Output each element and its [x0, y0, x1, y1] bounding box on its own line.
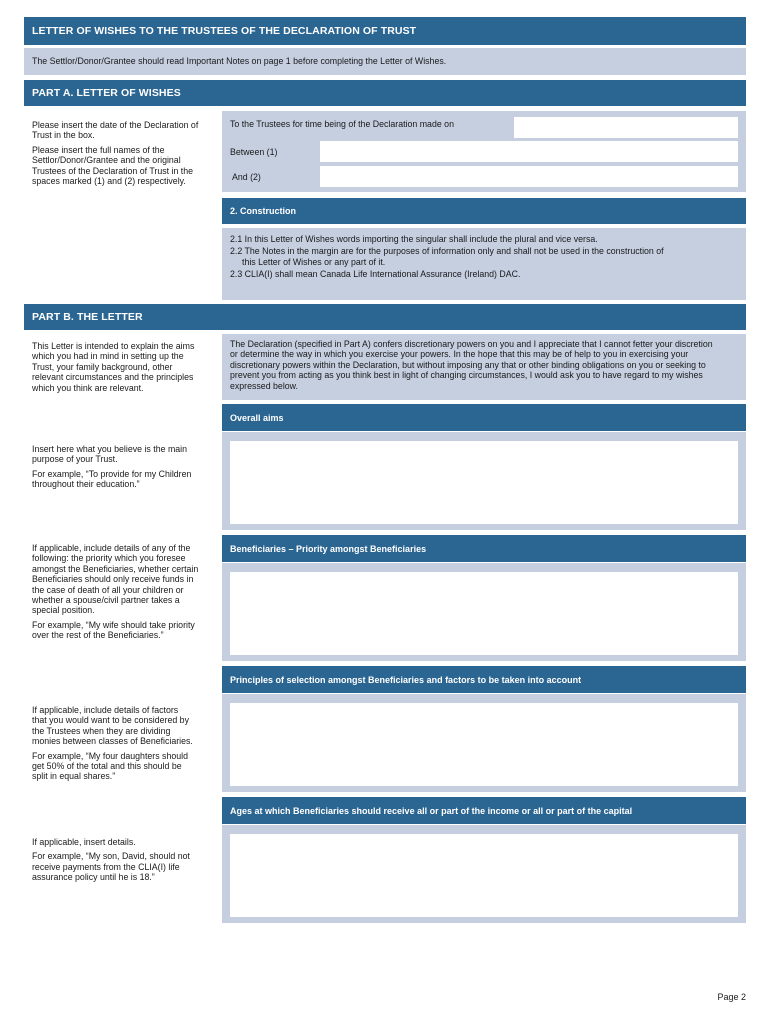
section-header-text: Ages at which Beneficiaries should receive all or part of the income or all or part of the capital [230, 805, 633, 816]
construction-header-text: 2. Construction [230, 206, 297, 216]
part-b-header [24, 304, 746, 330]
margin-note-names: Please insert the full names of the Settlor/Donor/Grantee and the original Trustees of the Declaration of Trust in the spaces marked (1) and (2) respectively. [32, 144, 194, 187]
between-names-field[interactable] [320, 141, 738, 162]
construction-item: 2.2 The Notes in the margin are for the purposes of information only and shall not be used in the construction of this Letter of Wishes or any part of it. [230, 246, 664, 267]
ages-header [222, 797, 746, 824]
ages-field[interactable] [230, 834, 738, 917]
letter-text: The Declaration (specified in Part A) confers discretionary powers on you and I appreciate that I cannot fetter your discretion or determine the way in which you exercise your powers. In the hope that this may be of help to you in exercising your discretionary powers within the Declaration, but without imposing any that or other binding obligations on you or seeking to prevent you from acting as you think best in light of changing circumstances, I would ask you to have regard to my wishes expressed below. [230, 339, 713, 391]
construction-header [222, 198, 746, 224]
beneficiaries-priority-header [222, 535, 746, 562]
ages-panel [222, 825, 746, 923]
page-number: Page 2 [717, 992, 746, 1002]
trustees-label: To the Trustees for time being of the Declaration made on [230, 119, 454, 129]
principles-selection-field[interactable] [230, 703, 738, 786]
beneficiaries-priority-note [32, 543, 204, 645]
section-example: For example, “My four daughters should get 50% of the total and this should be split in equal shares.” [32, 750, 188, 782]
intro-text: The Settlor/Donor/Grantee should read Important Notes on page 1 before completing the Letter of Wishes. [32, 56, 447, 67]
section-example: For example, “My son, David, should not receive payments from the CLIA(I) life assurance policy until he is 18.” [32, 851, 190, 883]
ages-note [32, 837, 197, 887]
part-b-header-text: PART B. THE LETTER [32, 311, 143, 323]
form-title-text: LETTER OF WISHES TO THE TRUSTEES OF THE DECLARATION OF TRUST [32, 25, 417, 37]
part-a-header-text: PART A. LETTER OF WISHES [32, 87, 181, 99]
overall-aims-panel [222, 432, 746, 530]
construction-item: 2.3 CLIA(I) shall mean Canada Life International Assurance (Ireland) DAC. [230, 269, 521, 280]
construction-body [222, 228, 746, 300]
section-note: If applicable, include details of any of the following: the priority which you foresee amongst the Beneficiaries, whether certain Beneficiaries should only receive funds in the case of death of all your children or whether a spouse/civil partner takes a special position. [32, 543, 199, 616]
part-b-margin-intro: This Letter is intended to explain the aims which you had in mind in setting up the Trust, your family background, other relevant circumstances and the principles which you think are relevant. [32, 341, 195, 393]
beneficiaries-priority-field[interactable] [230, 572, 738, 655]
part-a-margin-notes [32, 120, 202, 190]
section-header-text: Beneficiaries – Priority amongst Beneficiaries [230, 543, 427, 554]
principles-selection-note [32, 705, 194, 786]
declaration-date-field[interactable] [514, 117, 738, 138]
beneficiaries-priority-panel [222, 563, 746, 661]
principles-selection-panel [222, 694, 746, 792]
part-a-header [24, 80, 746, 106]
letter-text-panel [222, 334, 746, 400]
principles-selection-header [222, 666, 746, 693]
section-header-text: Principles of selection amongst Beneficiaries and factors to be taken into account [230, 674, 582, 685]
and-names-field[interactable] [320, 166, 738, 187]
form-title [24, 17, 746, 45]
and-label: And (2) [232, 172, 261, 182]
section-note: If applicable, include details of factors that you would want to be considered by the Trustees when they are dividing monies between classes of Beneficiaries. [32, 705, 193, 747]
overall-aims-field[interactable] [230, 441, 738, 524]
section-example: For example, “To provide for my Children throughout their education.” [32, 468, 192, 490]
between-label: Between (1) [230, 147, 278, 157]
section-example: For example, “My wife should take priority over the rest of the Beneficiaries.” [32, 619, 195, 641]
overall-aims-header [222, 404, 746, 431]
section-note: If applicable, insert details. [32, 837, 136, 847]
section-note: Insert here what you believe is the main purpose of your Trust. [32, 444, 188, 465]
construction-item: 2.1 In this Letter of Wishes words importing the singular shall include the plural and vice versa. [230, 234, 598, 244]
margin-note-date: Please insert the date of the Declaration of Trust in the box. [32, 120, 199, 141]
section-header-text: Overall aims [230, 412, 284, 423]
declaration-details-panel [222, 111, 746, 192]
intro-strip [24, 48, 746, 75]
overall-aims-note [32, 444, 207, 494]
